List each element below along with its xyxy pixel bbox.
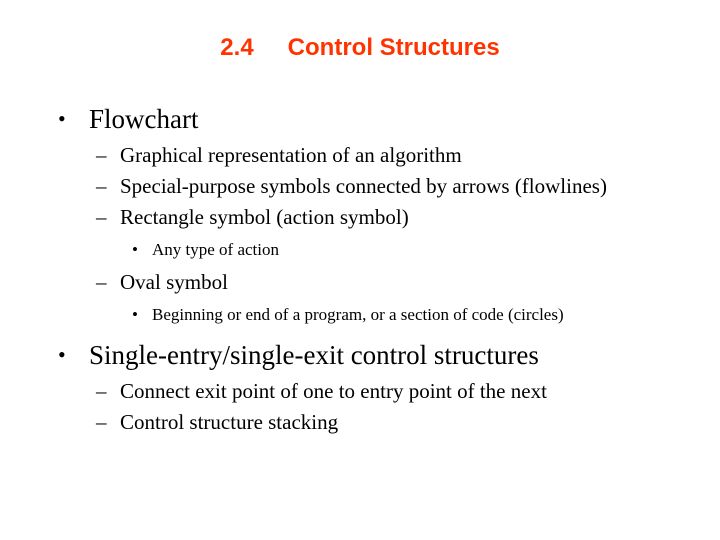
sub-bullet-control-structure-stacking xyxy=(0,407,720,438)
section-number: 2.4 xyxy=(220,34,254,61)
bullet-text: Flowchart xyxy=(89,104,199,134)
bullet-dash-icon: – xyxy=(96,410,107,434)
sub-sub-bullet-beginning-or-end xyxy=(0,302,720,328)
sub-bullet-text: Control structure stacking xyxy=(120,410,339,434)
bullet-dot-icon: • xyxy=(58,342,66,367)
bullet-dot-icon: • xyxy=(132,305,138,324)
sub-bullet-text: Graphical representation of an algorithm xyxy=(120,143,462,167)
slide-body xyxy=(0,102,720,438)
bullet-flowchart xyxy=(0,102,720,136)
sub-bullet-text: Connect exit point of one to entry point of the next xyxy=(120,379,547,403)
sub-bullet-rectangle-symbol xyxy=(0,202,720,233)
bullet-dot-icon: • xyxy=(132,240,138,259)
bullet-single-entry-single-exit xyxy=(0,338,720,372)
sub-sub-bullet-any-type-of-action xyxy=(0,237,720,263)
bullet-text: Single-entry/single-exit control structures xyxy=(89,340,539,370)
bullet-dash-icon: – xyxy=(96,270,107,294)
section-title: Control Structures xyxy=(287,34,500,61)
sub-sub-bullet-text: Beginning or end of a program, or a section of code (circles) xyxy=(152,305,564,324)
sub-bullet-special-purpose-symbols xyxy=(0,171,720,202)
sub-bullet-text: Rectangle symbol (action symbol) xyxy=(120,205,409,229)
sub-bullet-text: Oval symbol xyxy=(120,270,228,294)
bullet-dash-icon: – xyxy=(96,379,107,403)
sub-bullet-text: Special-purpose symbols connected by arrows (flowlines) xyxy=(120,174,607,198)
sub-bullet-connect-exit-point xyxy=(0,376,720,407)
sub-bullet-oval-symbol xyxy=(0,267,720,298)
bullet-dash-icon: – xyxy=(96,143,107,167)
sub-bullet-graphical-representation xyxy=(0,140,720,171)
sub-sub-bullet-text: Any type of action xyxy=(152,240,279,259)
bullet-dash-icon: – xyxy=(96,174,107,198)
bullet-dash-icon: – xyxy=(96,205,107,229)
slide-title xyxy=(0,33,720,63)
bullet-dot-icon: • xyxy=(58,106,66,131)
